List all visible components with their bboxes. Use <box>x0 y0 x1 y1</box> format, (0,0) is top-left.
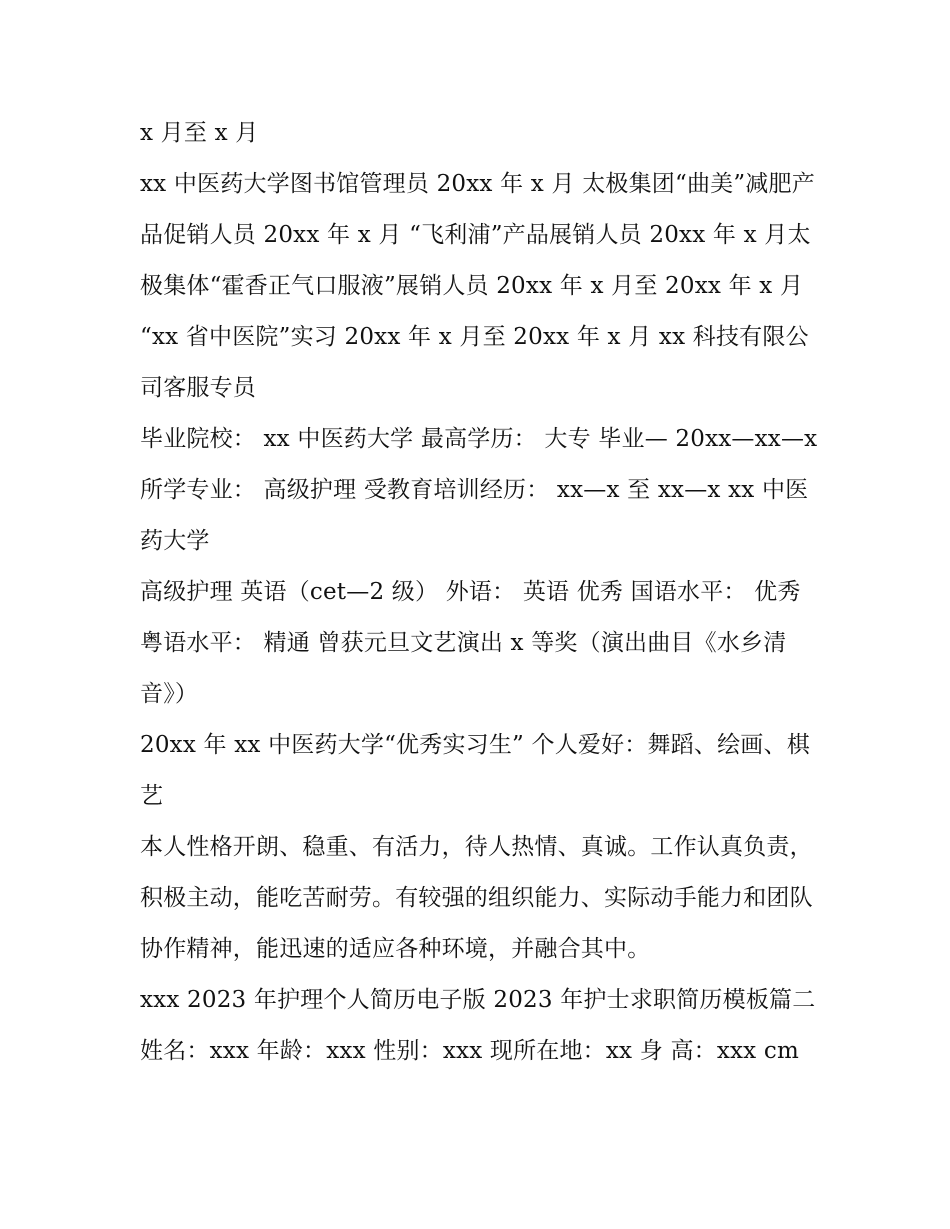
paragraph-skills: 高级护理 英语（cet—2 级） 外语： 英语 优秀 国语水平： 优秀 粤语水平： 精通 曾获元旦文艺演出 x 等奖（演出曲目《水乡清音》） <box>140 579 801 707</box>
paragraph-honors-hobbies: 20xx 年 xx 中医药大学“优秀实习生” 个人爱好：舞蹈、绘画、棋艺 <box>140 732 810 809</box>
paragraph-resume-two-header: xxx 2023 年护理个人简历电子版 2023 年护士求职简历模板篇二 姓名：xxx 年龄：xxx 性别：xxx 现所在地：xx 身 高：xxx cm <box>140 987 816 1064</box>
paragraph-education: 毕业院校： xx 中医药大学 最高学历： 大专 毕业— 20xx—xx—x 所学专业： 高级护理 受教育培训经历： xx—x 至 xx—x xx 中医药大学 <box>140 426 818 554</box>
paragraph-work-period: x 月至 x 月 <box>140 120 259 146</box>
paragraph-work-experience: xx 中医药大学图书馆管理员 20xx 年 x 月 太极集团“曲美”减肥产品促销人员 20xx 年 x 月 “飞利浦”产品展销人员 20xx 年 x 月太极集体“霍香正气口服液”展销人员 20xx 年 x 月至 20xx 年 x 月 “xx 省中医院”实习 20xx 年 x 月至 20xx 年 x 月 xx 科技有限公司客服专员 <box>140 171 815 401</box>
paragraph-self-evaluation: 本人性格开朗、稳重、有活力，待人热情、真诚。工作认真负责，积极主动，能吃苦耐劳。有较强的组织能力、实际动手能力和团队协作精神，能迅速的适应各种环境，并融合其中。 <box>140 834 813 962</box>
document-body <box>140 108 820 1077</box>
